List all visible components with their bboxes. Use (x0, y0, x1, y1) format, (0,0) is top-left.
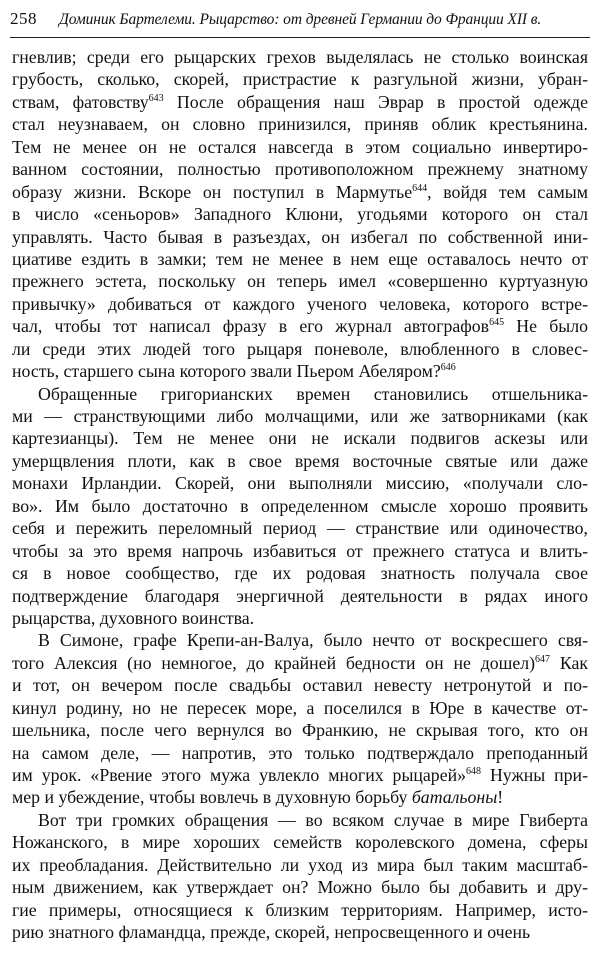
line-text: грубость, сколько, скорей, пристрастие к разгульной жизни, убран- (12, 69, 588, 90)
line-text: себя и пережить переломный период — странствие или одиночество, (12, 518, 588, 539)
text-line (12, 854, 588, 876)
line-text: ным движением, как утверждает он? Можно было бы добавить и дру- (12, 877, 588, 898)
text-line (12, 248, 588, 270)
line-text: кинул родину, но не пересек море, а поселился в Юре в качестве от- (12, 697, 588, 718)
text-line (12, 876, 588, 898)
line-text: чтобы за это время напрочь избавиться от прежнего статуса и влить- (12, 540, 588, 561)
text-line (12, 629, 588, 651)
text-line (12, 495, 588, 517)
text-line (12, 786, 588, 808)
page-number: 258 (10, 9, 37, 28)
text-line (12, 46, 588, 68)
text-line (12, 899, 588, 921)
footnote-marker[interactable]: 643 (148, 92, 164, 104)
text-line (12, 472, 588, 494)
line-text: ми — странствующими либо молчащими, или же затворниками (как (12, 406, 588, 426)
line-text: Вот три громких обращения — во всяком случае в мире Гвиберта (38, 809, 588, 830)
italic-word: батальоны (411, 787, 498, 808)
text-line (12, 674, 588, 696)
line-text: и тот, он вечером после свадьбы оставил невесту нетронутой и по- (12, 675, 588, 696)
line-text: Ножанского, в мире хороших семейств королевского домена, сферы (12, 832, 588, 853)
text-line (12, 315, 588, 337)
line-text-after: После обращения наш Эврар в простой одежде (163, 91, 588, 112)
line-text-after: Не было (504, 316, 589, 337)
text-line (12, 562, 588, 584)
text-line (12, 607, 588, 629)
text-line (12, 270, 588, 292)
line-text: ность, старшего сына которого звали Пьером Абеляром? (12, 361, 441, 382)
line-text-after: Как (550, 652, 588, 673)
line-text: гие примеры, относящиеся к близким территориям. Например, исто- (12, 899, 588, 920)
footnote-marker[interactable]: 648 (466, 766, 481, 778)
line-text: им урок. «Рвение этого мужа увлекло многих рыцарей» (12, 765, 466, 785)
line-text: Тем не менее он не остался навсегда в этом социально инвертиро- (12, 136, 588, 157)
text-line (12, 719, 588, 741)
line-text-after: , войдя тем самым (427, 181, 588, 202)
text-line (12, 113, 588, 135)
line-text: циативе ездить в замки; тем не менее в нем еще оставалось нечто от (12, 248, 588, 269)
line-text: на самом деле, — напротив, это только подтверждало преподанный (12, 742, 588, 763)
line-text: того Алексия (но немногое, до крайней бедности он не дошел) (12, 652, 536, 673)
paragraph (12, 46, 588, 383)
line-text: монахи Ирландии. Скорей, они выполняли миссию, «получали сло- (12, 473, 588, 494)
text-line (12, 338, 588, 360)
text-line (12, 652, 588, 674)
line-text: картезианцы). Тем не менее они не искали подвигов аскезы или (12, 428, 588, 449)
line-text: чал, чтобы тот написал фразу в его журнал автографов (12, 316, 490, 337)
line-text: ли среди этих людей того рыцаря поневоле, влюбленного в словес- (12, 338, 588, 359)
text-line (12, 921, 588, 943)
line-text-after: ! (497, 787, 504, 808)
footnote-marker[interactable]: 645 (489, 317, 505, 329)
text-line (12, 742, 588, 764)
text-line (12, 809, 588, 831)
line-text: шельника, после чего вернулся во Франкию, не скрывая того, кто он (12, 720, 588, 741)
text-line (12, 181, 588, 203)
body-text (12, 46, 588, 944)
paragraph (12, 383, 588, 630)
text-line (12, 226, 588, 248)
text-line (12, 91, 588, 113)
text-line (12, 405, 588, 427)
text-line (12, 158, 588, 180)
text-line (12, 540, 588, 562)
text-line (12, 450, 588, 472)
text-line (12, 383, 588, 405)
text-line (12, 68, 588, 90)
text-line (12, 831, 588, 853)
line-text: ся в новое сообщество, где их родовая знатность получала свое (12, 563, 588, 584)
text-line (12, 203, 588, 225)
text-line (12, 764, 588, 786)
line-text: прежнего эстета, поскольку он теперь имел «совершенно куртуазную (12, 271, 588, 292)
line-text: рыцарства, духовного воинства. (12, 607, 255, 628)
text-line (12, 293, 588, 315)
text-line (12, 697, 588, 719)
line-text: мер и убеждение, чтобы вовлечь в духовную борьбу (12, 787, 412, 808)
line-text: Обращенные григорианских времен становились отшельника- (38, 383, 588, 404)
footnote-marker[interactable]: 647 (535, 653, 551, 665)
text-line (12, 136, 588, 158)
line-text-after: Нужны при- (481, 765, 588, 785)
text-line (12, 585, 588, 607)
footnote-marker[interactable]: 646 (440, 362, 456, 374)
line-text: ванном состоянии, полностью противоположном прежнему знатному (12, 159, 588, 180)
line-text: привычку» добиваться от каждого ученого человека, которого встре- (12, 293, 588, 314)
footnote-marker[interactable]: 644 (412, 182, 428, 194)
line-text: умерщвления плоти, как в свое время восточные святые или даже (12, 450, 588, 471)
line-text: их преобладания. Действительно ли уход из мира был таким масштаб- (12, 854, 588, 875)
line-text: ствам, фатовству (12, 91, 149, 112)
header-rule (10, 37, 590, 38)
line-text: во». Им было достаточно в определенном смысле хорошо проявить (12, 495, 588, 516)
line-text: в число «сеньоров» Западного Клюни, угодьями которого он стал (12, 204, 588, 225)
line-text: В Симоне, графе Крепи-ан-Валуа, было нечто от воскресшего свя- (38, 630, 588, 651)
running-head: Доминик Бартелеми. Рыцарство: от древней Германии до Франции XII в. (59, 11, 542, 28)
page-header (10, 9, 590, 35)
line-text: стал неузнаваем, он словно принизился, приняв облик крестьянина. (12, 114, 588, 135)
text-line (12, 360, 588, 382)
line-text: образу жизни. Вскоре он поступил в Мармутье (12, 181, 413, 202)
line-text: управлять. Часто бывая в разъездах, он избегал по собственной ини- (12, 226, 588, 247)
text-line (12, 517, 588, 539)
line-text: подтверждение благодаря энергичной деятельности в рядах иного (12, 585, 588, 606)
line-text: гневлив; среди его рыцарских грехов выделялась не столько воинская (12, 47, 588, 67)
line-text: рию знатного фламандца, прежде, скорей, непросвещенного и очень (12, 922, 531, 943)
paragraph (12, 809, 588, 944)
paragraph (12, 629, 588, 809)
text-line (12, 427, 588, 449)
